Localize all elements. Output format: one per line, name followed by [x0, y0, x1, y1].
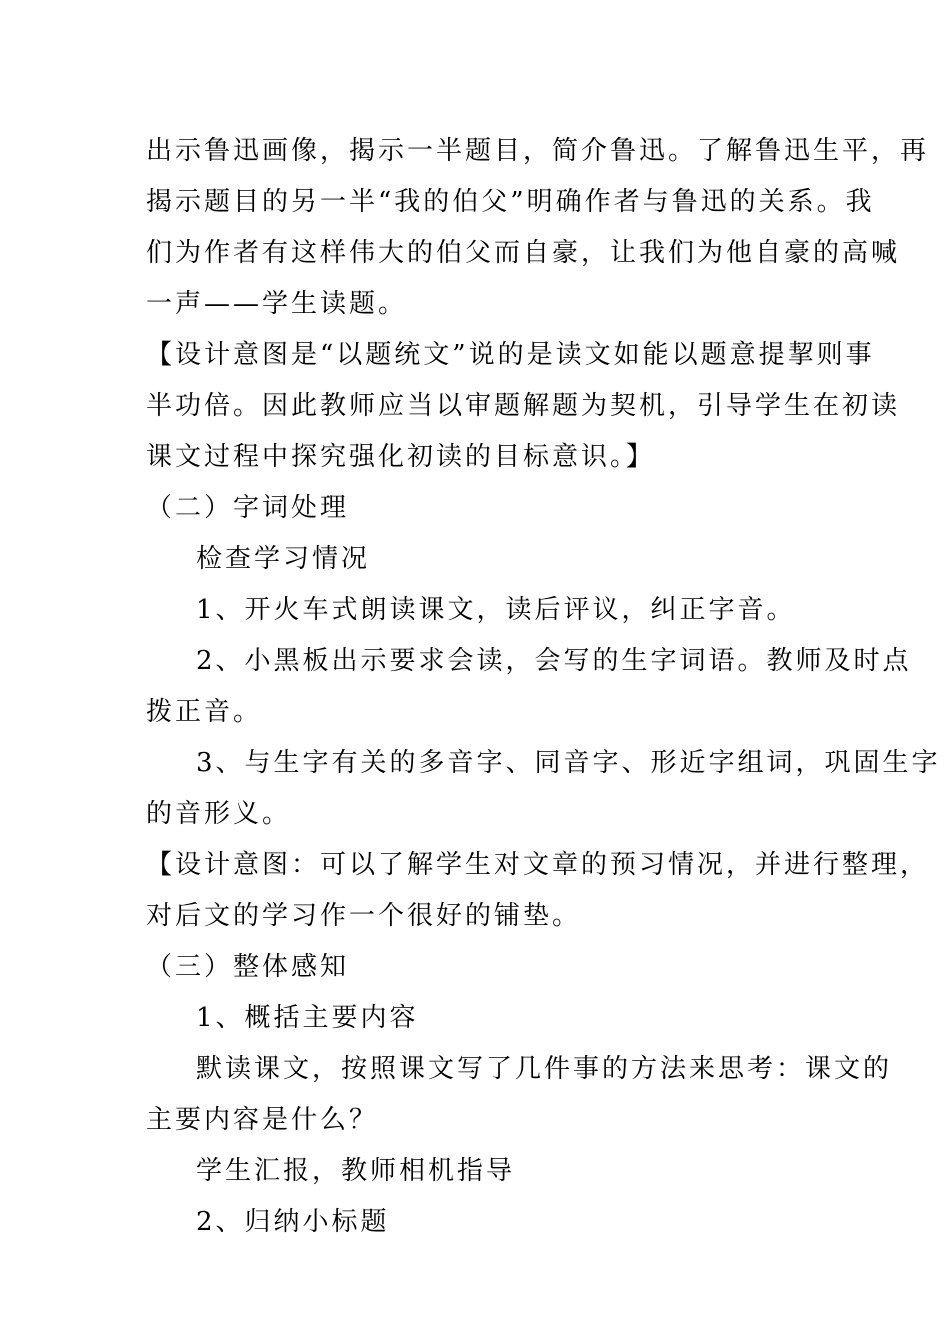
design-intent-line: 【设计意图是“以题统文”说的是读文如能以题意提挈则事 — [146, 340, 875, 370]
design-intent-line: 课文过程中探究强化初读的目标意识。】 — [146, 442, 656, 472]
list-item: 2、小黑板出示要求会读，会写的生字词语。教师及时点 — [196, 646, 912, 676]
paragraph-line: 主要内容是什么？ — [146, 1105, 379, 1135]
paragraph-line: 们为作者有这样伟大的伯父而自豪，让我们为他自豪的高喊 — [146, 238, 901, 268]
paragraph-line: 揭示题目的另一半“我的伯父”明确作者与鲁迅的关系。我 — [146, 187, 875, 217]
paragraph-line: 检查学习情况 — [196, 544, 371, 574]
section-heading: （二）字词处理 — [146, 493, 350, 523]
design-intent-line: 半功倍。因此教师应当以审题解题为契机，引导学生在初读 — [146, 391, 901, 421]
list-item: 3、与生字有关的多音字、同音字、形近字组词，巩固生字 — [196, 748, 941, 778]
section-heading: （三）整体感知 — [146, 952, 350, 982]
paragraph-line: 学生汇报，教师相机指导 — [196, 1156, 516, 1186]
paragraph-line: 一声——学生读题。 — [146, 289, 408, 319]
list-item: 1、概括主要内容 — [196, 1003, 419, 1033]
design-intent-line: 对后文的学习作一个很好的铺垫。 — [146, 901, 582, 931]
design-intent-line: 【设计意图：可以了解学生对文章的预习情况，并进行整理， — [146, 850, 930, 880]
list-item: 1、开火车式朗读课文，读后评议，纠正字音。 — [196, 595, 796, 625]
list-item-continuation: 的音形义。 — [146, 799, 292, 829]
paragraph-line: 默读课文，按照课文写了几件事的方法来思考：课文的 — [196, 1054, 893, 1084]
list-item-continuation: 拨正音。 — [146, 697, 263, 727]
list-item: 2、归纳小标题 — [196, 1207, 390, 1237]
paragraph-line: 出示鲁迅画像，揭示一半题目，简介鲁迅。了解鲁迅生平，再 — [146, 136, 930, 166]
